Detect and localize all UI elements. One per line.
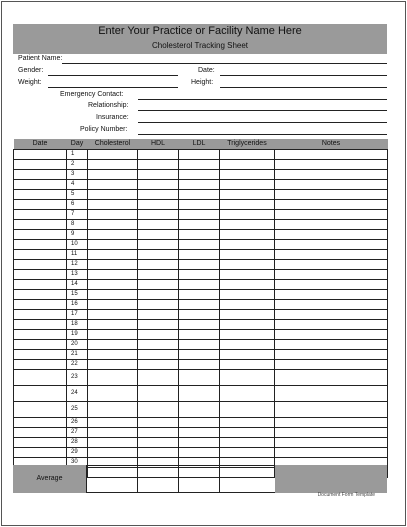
- date-cell[interactable]: [14, 320, 67, 330]
- triglycerides-cell[interactable]: [220, 360, 275, 370]
- date-cell[interactable]: [14, 260, 67, 270]
- table-row: [14, 330, 388, 340]
- date-cell[interactable]: [14, 180, 67, 190]
- date-cell[interactable]: [14, 200, 67, 210]
- cholesterol-cell[interactable]: [88, 438, 138, 448]
- date-cell[interactable]: [14, 230, 67, 240]
- triglycerides-cell[interactable]: [220, 320, 275, 330]
- triglycerides-cell[interactable]: [220, 370, 275, 386]
- table-row: [14, 160, 388, 170]
- cholesterol-cell[interactable]: [88, 280, 138, 290]
- cholesterol-cell[interactable]: [88, 160, 138, 170]
- ldl-cell[interactable]: [179, 300, 220, 310]
- height-field[interactable]: [220, 87, 387, 88]
- day-cell: 5: [67, 190, 88, 200]
- table-row: [14, 300, 388, 310]
- ldl-cell[interactable]: [179, 418, 220, 428]
- hdl-cell[interactable]: [138, 220, 179, 230]
- cholesterol-cell[interactable]: [88, 250, 138, 260]
- notes-cell[interactable]: [275, 260, 388, 270]
- triglycerides-cell[interactable]: [220, 150, 275, 160]
- cholesterol-cell[interactable]: [88, 360, 138, 370]
- hdl-cell[interactable]: [138, 180, 179, 190]
- table-row: [14, 402, 388, 418]
- ldl-cell[interactable]: [179, 250, 220, 260]
- triglycerides-cell[interactable]: [220, 330, 275, 340]
- day-cell: 26: [67, 418, 88, 428]
- triglycerides-cell[interactable]: [220, 250, 275, 260]
- date-cell[interactable]: [14, 448, 67, 458]
- table-row: [14, 210, 388, 220]
- table-row: [14, 320, 388, 330]
- weight-field[interactable]: [48, 87, 178, 88]
- triglycerides-cell[interactable]: [220, 270, 275, 280]
- col-header-day: Day: [67, 139, 88, 150]
- table-row: [14, 190, 388, 200]
- ldl-cell[interactable]: [179, 150, 220, 160]
- ldl-cell[interactable]: [179, 180, 220, 190]
- col-header-triglycerides: Triglycerides: [220, 139, 275, 150]
- table-row: [14, 370, 388, 386]
- table-row: [14, 260, 388, 270]
- notes-cell[interactable]: [275, 448, 388, 458]
- table-row: [14, 340, 388, 350]
- ldl-cell[interactable]: [179, 270, 220, 280]
- day-cell: 27: [67, 428, 88, 438]
- table-row: [14, 428, 388, 438]
- day-cell: 3: [67, 170, 88, 180]
- hdl-cell[interactable]: [138, 330, 179, 340]
- day-cell: 21: [67, 350, 88, 360]
- date-cell[interactable]: [14, 280, 67, 290]
- relationship-label: Relationship:: [88, 102, 129, 109]
- table-row: [14, 438, 388, 448]
- date-cell[interactable]: [14, 300, 67, 310]
- hdl-cell[interactable]: [138, 340, 179, 350]
- cholesterol-cell[interactable]: [88, 260, 138, 270]
- day-cell: 17: [67, 310, 88, 320]
- hdl-cell[interactable]: [138, 386, 179, 402]
- table-row: [14, 386, 388, 402]
- hdl-cell[interactable]: [138, 260, 179, 270]
- notes-cell[interactable]: [275, 170, 388, 180]
- day-cell: 12: [67, 260, 88, 270]
- cholesterol-cell[interactable]: [88, 200, 138, 210]
- date-cell[interactable]: [14, 240, 67, 250]
- height-label: Height:: [191, 79, 214, 86]
- ldl-cell[interactable]: [179, 280, 220, 290]
- table-row: [14, 200, 388, 210]
- triglycerides-cell[interactable]: [220, 160, 275, 170]
- cholesterol-cell[interactable]: [88, 150, 138, 160]
- policy-number-label: Policy Number:: [80, 126, 128, 133]
- ldl-cell[interactable]: [179, 260, 220, 270]
- gender-label: Gender:: [18, 67, 44, 74]
- hdl-cell[interactable]: [138, 280, 179, 290]
- hdl-cell[interactable]: [138, 418, 179, 428]
- hdl-cell[interactable]: [138, 402, 179, 418]
- ldl-cell[interactable]: [179, 428, 220, 438]
- ldl-cell[interactable]: [179, 210, 220, 220]
- triglycerides-cell[interactable]: [220, 180, 275, 190]
- triglycerides-cell[interactable]: [220, 200, 275, 210]
- average-triglycerides-cell[interactable]: [219, 465, 276, 493]
- emergency-contact-label: Emergency Contact:: [60, 91, 124, 98]
- notes-cell[interactable]: [275, 240, 388, 250]
- cholesterol-cell[interactable]: [88, 310, 138, 320]
- notes-cell[interactable]: [275, 418, 388, 428]
- day-cell: 18: [67, 320, 88, 330]
- ldl-cell[interactable]: [179, 448, 220, 458]
- ldl-cell[interactable]: [179, 340, 220, 350]
- day-cell: 29: [67, 448, 88, 458]
- hdl-cell[interactable]: [138, 150, 179, 160]
- table-row: [14, 310, 388, 320]
- notes-cell[interactable]: [275, 320, 388, 330]
- notes-cell[interactable]: [275, 280, 388, 290]
- triglycerides-cell[interactable]: [220, 240, 275, 250]
- table-row: [14, 360, 388, 370]
- date-cell[interactable]: [14, 150, 67, 160]
- relationship-field[interactable]: [138, 110, 387, 111]
- table-row: [14, 150, 388, 160]
- cholesterol-cell[interactable]: [88, 402, 138, 418]
- day-cell: 8: [67, 220, 88, 230]
- cholesterol-cell[interactable]: [88, 230, 138, 240]
- cholesterol-cell[interactable]: [88, 418, 138, 428]
- day-cell: 2: [67, 160, 88, 170]
- cholesterol-cell[interactable]: [88, 240, 138, 250]
- triglycerides-cell[interactable]: [220, 448, 275, 458]
- ldl-cell[interactable]: [179, 200, 220, 210]
- date-cell[interactable]: [14, 310, 67, 320]
- hdl-cell[interactable]: [138, 448, 179, 458]
- cholesterol-cell[interactable]: [88, 220, 138, 230]
- date-cell[interactable]: [14, 386, 67, 402]
- hdl-cell[interactable]: [138, 438, 179, 448]
- triglycerides-cell[interactable]: [220, 402, 275, 418]
- cholesterol-cell[interactable]: [88, 290, 138, 300]
- triglycerides-cell[interactable]: [220, 210, 275, 220]
- day-cell: 4: [67, 180, 88, 190]
- triglycerides-cell[interactable]: [220, 280, 275, 290]
- date-cell[interactable]: [14, 290, 67, 300]
- average-label: Average: [13, 465, 86, 493]
- insurance-field[interactable]: [138, 122, 387, 123]
- table-row: [14, 220, 388, 230]
- day-cell: 13: [67, 270, 88, 280]
- notes-cell[interactable]: [275, 160, 388, 170]
- cholesterol-cell[interactable]: [88, 170, 138, 180]
- day-cell: 7: [67, 210, 88, 220]
- ldl-cell[interactable]: [179, 370, 220, 386]
- hdl-cell[interactable]: [138, 428, 179, 438]
- col-header-hdl: HDL: [138, 139, 179, 150]
- date-cell[interactable]: [14, 350, 67, 360]
- notes-cell[interactable]: [275, 386, 388, 402]
- sheet-subtitle: Cholesterol Tracking Sheet: [151, 41, 249, 50]
- day-cell: 10: [67, 240, 88, 250]
- date-cell[interactable]: [14, 190, 67, 200]
- hdl-cell[interactable]: [138, 160, 179, 170]
- col-header-date: Date: [14, 139, 67, 150]
- average-hdl-cell[interactable]: [137, 465, 179, 493]
- day-cell: 15: [67, 290, 88, 300]
- notes-cell[interactable]: [275, 370, 388, 386]
- cholesterol-cell[interactable]: [88, 180, 138, 190]
- day-cell: 1: [67, 150, 88, 160]
- ldl-cell[interactable]: [179, 386, 220, 402]
- triglycerides-cell[interactable]: [220, 170, 275, 180]
- date-cell[interactable]: [14, 250, 67, 260]
- average-notes-shaded: [275, 465, 387, 493]
- day-cell: 20: [67, 340, 88, 350]
- day-cell: 9: [67, 230, 88, 240]
- notes-cell[interactable]: [275, 300, 388, 310]
- hdl-cell[interactable]: [138, 200, 179, 210]
- weight-label: Weight:: [18, 79, 42, 86]
- notes-cell[interactable]: [275, 220, 388, 230]
- patient-name-field[interactable]: [62, 63, 387, 64]
- date-cell[interactable]: [14, 360, 67, 370]
- notes-cell[interactable]: [275, 200, 388, 210]
- cholesterol-cell[interactable]: [88, 330, 138, 340]
- ldl-cell[interactable]: [179, 240, 220, 250]
- notes-cell[interactable]: [275, 290, 388, 300]
- ldl-cell[interactable]: [179, 190, 220, 200]
- date-field[interactable]: [220, 75, 387, 76]
- table-row: [14, 230, 388, 240]
- cholesterol-cell[interactable]: [88, 300, 138, 310]
- date-cell[interactable]: [14, 438, 67, 448]
- notes-cell[interactable]: [275, 438, 388, 448]
- table-row: [14, 418, 388, 428]
- date-cell[interactable]: [14, 402, 67, 418]
- ldl-cell[interactable]: [179, 402, 220, 418]
- average-ldl-cell[interactable]: [178, 465, 220, 493]
- cholesterol-cell[interactable]: [88, 386, 138, 402]
- triglycerides-cell[interactable]: [220, 310, 275, 320]
- col-header-notes: Notes: [275, 139, 388, 150]
- ldl-cell[interactable]: [179, 170, 220, 180]
- table-row: [14, 240, 388, 250]
- practice-name-title: Enter Your Practice or Facility Name Here: [98, 25, 302, 37]
- emergency-contact-field[interactable]: [138, 99, 387, 100]
- cholesterol-cell[interactable]: [88, 448, 138, 458]
- cholesterol-cell[interactable]: [88, 350, 138, 360]
- day-cell: 30: [67, 458, 88, 468]
- ldl-cell[interactable]: [179, 310, 220, 320]
- day-cell: 25: [67, 402, 88, 418]
- ldl-cell[interactable]: [179, 438, 220, 448]
- day-cell: 22: [67, 360, 88, 370]
- hdl-cell[interactable]: [138, 250, 179, 260]
- date-cell[interactable]: [14, 340, 67, 350]
- hdl-cell[interactable]: [138, 190, 179, 200]
- ldl-cell[interactable]: [179, 330, 220, 340]
- triglycerides-cell[interactable]: [220, 300, 275, 310]
- triglycerides-cell[interactable]: [220, 428, 275, 438]
- ldl-cell[interactable]: [179, 290, 220, 300]
- ldl-cell[interactable]: [179, 230, 220, 240]
- insurance-label: Insurance:: [96, 114, 129, 121]
- cholesterol-cell[interactable]: [88, 270, 138, 280]
- cholesterol-cell[interactable]: [88, 190, 138, 200]
- triglycerides-cell[interactable]: [220, 290, 275, 300]
- date-cell[interactable]: [14, 160, 67, 170]
- triglycerides-cell[interactable]: [220, 190, 275, 200]
- date-cell[interactable]: [14, 330, 67, 340]
- triglycerides-cell[interactable]: [220, 386, 275, 402]
- day-cell: 6: [67, 200, 88, 210]
- table-row: [14, 250, 388, 260]
- day-cell: 14: [67, 280, 88, 290]
- date-cell[interactable]: [14, 170, 67, 180]
- triglycerides-cell[interactable]: [220, 220, 275, 230]
- table-body: [14, 150, 388, 478]
- table-row: [14, 448, 388, 458]
- triglycerides-cell[interactable]: [220, 438, 275, 448]
- date-cell[interactable]: [14, 210, 67, 220]
- notes-cell[interactable]: [275, 150, 388, 160]
- cholesterol-cell[interactable]: [88, 428, 138, 438]
- hdl-cell[interactable]: [138, 310, 179, 320]
- hdl-cell[interactable]: [138, 230, 179, 240]
- table-row: [14, 180, 388, 190]
- hdl-cell[interactable]: [138, 240, 179, 250]
- table-row: [14, 290, 388, 300]
- notes-cell[interactable]: [275, 360, 388, 370]
- average-cholesterol-cell[interactable]: [86, 465, 138, 493]
- hdl-cell[interactable]: [138, 210, 179, 220]
- ldl-cell[interactable]: [179, 360, 220, 370]
- date-cell[interactable]: [14, 428, 67, 438]
- triglycerides-cell[interactable]: [220, 340, 275, 350]
- triglycerides-cell[interactable]: [220, 418, 275, 428]
- day-cell: 16: [67, 300, 88, 310]
- hdl-cell[interactable]: [138, 350, 179, 360]
- hdl-cell[interactable]: [138, 360, 179, 370]
- col-header-ldl: LDL: [179, 139, 220, 150]
- hdl-cell[interactable]: [138, 300, 179, 310]
- table-row: [14, 280, 388, 290]
- header-banner: [13, 24, 387, 54]
- ldl-cell[interactable]: [179, 350, 220, 360]
- cholesterol-cell[interactable]: [88, 370, 138, 386]
- notes-cell[interactable]: [275, 180, 388, 190]
- table-header-row: [14, 139, 388, 150]
- cholesterol-cell[interactable]: [88, 210, 138, 220]
- date-label: Date:: [198, 67, 215, 74]
- ldl-cell[interactable]: [179, 160, 220, 170]
- day-cell: 11: [67, 250, 88, 260]
- notes-cell[interactable]: [275, 310, 388, 320]
- day-cell: 24: [67, 386, 88, 402]
- cholesterol-cell[interactable]: [88, 320, 138, 330]
- ldl-cell[interactable]: [179, 320, 220, 330]
- notes-cell[interactable]: [275, 402, 388, 418]
- triglycerides-cell[interactable]: [220, 230, 275, 240]
- table-row: [14, 270, 388, 280]
- ldl-cell[interactable]: [179, 220, 220, 230]
- footer-text: Document Form Template: [317, 492, 375, 498]
- policy-number-field[interactable]: [138, 134, 387, 135]
- date-cell[interactable]: [14, 418, 67, 428]
- notes-cell[interactable]: [275, 428, 388, 438]
- hdl-cell[interactable]: [138, 170, 179, 180]
- patient-name-label: Patient Name:: [18, 55, 63, 62]
- day-cell: 28: [67, 438, 88, 448]
- cholesterol-cell[interactable]: [88, 340, 138, 350]
- gender-field[interactable]: [48, 75, 178, 76]
- hdl-cell[interactable]: [138, 370, 179, 386]
- notes-cell[interactable]: [275, 350, 388, 360]
- notes-cell[interactable]: [275, 250, 388, 260]
- notes-cell[interactable]: [275, 230, 388, 240]
- date-cell[interactable]: [14, 270, 67, 280]
- day-cell: 19: [67, 330, 88, 340]
- day-cell: 23: [67, 370, 88, 386]
- cholesterol-log-table: [13, 139, 388, 478]
- table-row: [14, 350, 388, 360]
- hdl-cell[interactable]: [138, 320, 179, 330]
- notes-cell[interactable]: [275, 210, 388, 220]
- notes-cell[interactable]: [275, 340, 388, 350]
- col-header-cholesterol: Cholesterol: [88, 139, 138, 150]
- date-cell[interactable]: [14, 370, 67, 386]
- triglycerides-cell[interactable]: [220, 260, 275, 270]
- hdl-cell[interactable]: [138, 270, 179, 280]
- triglycerides-cell[interactable]: [220, 350, 275, 360]
- table-row: [14, 170, 388, 180]
- notes-cell[interactable]: [275, 270, 388, 280]
- date-cell[interactable]: [14, 220, 67, 230]
- notes-cell[interactable]: [275, 330, 388, 340]
- hdl-cell[interactable]: [138, 290, 179, 300]
- notes-cell[interactable]: [275, 190, 388, 200]
